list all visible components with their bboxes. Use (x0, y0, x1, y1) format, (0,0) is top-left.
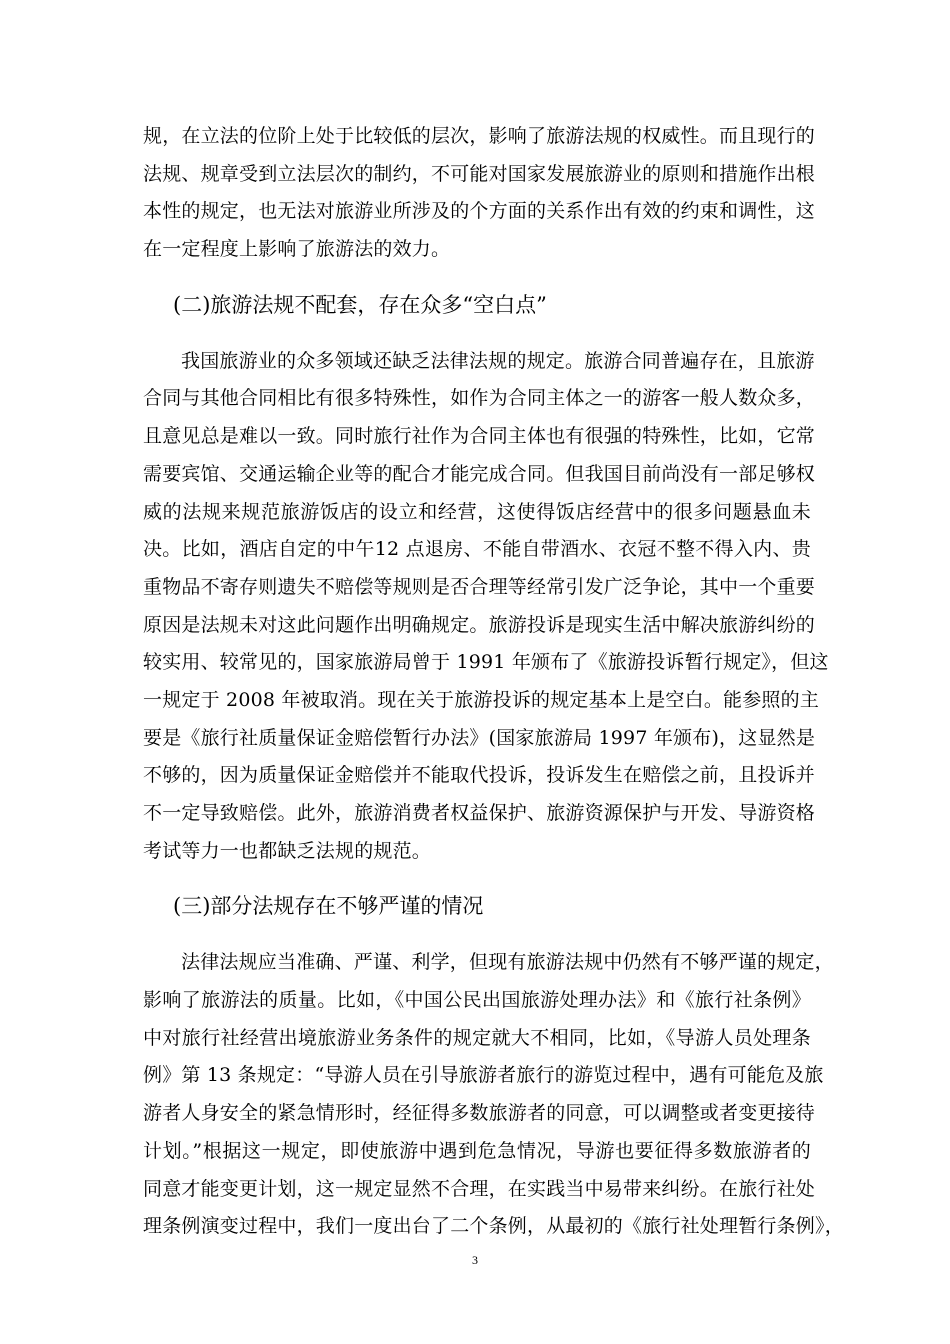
paragraph-line: 要是《旅行社质量保证金赔偿暂行办法》(国家旅游局 1997 年颁布)，这显然是 (143, 726, 816, 749)
paragraph-line: 同意才能变更计划，这一规定显然不合理，在实践当中易带来纠纷。在旅行社处 (143, 1177, 816, 1200)
paragraph-line: 法律法规应当准确、严谨、利学，但现有旅游法规中仍然有不够严谨的规定， (181, 951, 834, 974)
paragraph-line: 原因是法规未对这此问题作出明确规定。旅游投诉是现实生活中解决旅游纠纷的 (143, 613, 816, 636)
paragraph-line: 考试等力一也都缺乏法规的规范。 (143, 839, 432, 862)
paragraph-3 (143, 944, 844, 1246)
paragraph-line: 威的法规来规范旅游饭店的设立和经营，这使得饭店经营中的很多问题悬血未 (143, 500, 811, 523)
paragraph-line: 法规、规章受到立法层次的制约，不可能对国家发展旅游业的原则和措施作出根 (143, 162, 816, 185)
page-number: 3 (472, 1253, 478, 1267)
paragraph-line: 影响了旅游法的质量。比如，《中国公民出国旅游处理办法》和《旅行社条例》 (143, 989, 811, 1012)
section-heading-2: (二)旅游法规不配套，存在众多“空白点” (173, 292, 547, 317)
document-body (143, 118, 844, 1246)
paragraph-line: 游者人身安全的紧急情形时，经征得多数旅游者的同意，可以调整或者变更接待 (143, 1102, 816, 1125)
paragraph-line: 不够的，因为质量保证金赔偿并不能取代投诉，投诉发生在赔偿之前，且投诉并 (143, 764, 816, 787)
paragraph-line: 规，在立法的位阶上处于比较低的层次，影响了旅游法规的权威性。而且现行的 (143, 125, 816, 147)
paragraph-line: 不一定导致赔偿。此外，旅游消费者权益保护、旅游资源保护与开发、导游资格 (143, 802, 816, 824)
paragraph-line: 重物品不寄存则遗失不赔偿等规则是否合理等经常引发广泛争论，其中一个重要 (143, 575, 816, 598)
paragraph-2 (143, 343, 829, 871)
paragraph-1 (143, 118, 816, 269)
paragraph-line: 且意见总是难以一致。同时旅行社作为合同主体也有很强的特殊性，比如，它常 (143, 425, 816, 448)
paragraph-line: 例》第 13 条规定：“导游人员在引导旅游者旅行的游览过程中，遇有可能危及旅 (143, 1064, 824, 1087)
paragraph-line: 我国旅游业的众多领域还缺乏法律法规的规定。旅游合同普遍存在，且旅游 (181, 349, 815, 372)
paragraph-line: 需要宾馆、交通运输企业等的配合才能完成合同。但我国目前尚没有一部足够权 (143, 462, 816, 485)
paragraph-line: 计划。”根据这一规定，即使旅游中遇到危急情况，导游也要征得多数旅游者的 (143, 1139, 811, 1162)
paragraph-line: 较实用、较常见的，国家旅游局曾于 1991 年颁布了《旅游投诉暂行规定》，但这 (143, 651, 829, 674)
paragraph-line: 决。比如，酒店自定的中午12 点退房、不能自带酒水、衣冠不整不得入内、贵 (143, 538, 811, 561)
section-heading-3: (三)部分法规存在不够严谨的情况 (173, 894, 484, 919)
paragraph-line: 合同与其他合同相比有很多特殊性，如作为合同主体之一的游客一般人数众多， (143, 387, 816, 410)
paragraph-line: 一规定于 2008 年被取消。现在关于旅游投诉的规定基本上是空白。能参照的主 (143, 688, 820, 711)
paragraph-line: 理条例演变过程中，我们一度出台了二个条例，从最初的《旅行社处理暂行条例》， (143, 1215, 844, 1238)
paragraph-line: 中对旅行社经营出境旅游业务条件的规定就大不相同，比如，《导游人员处理条 (143, 1026, 811, 1049)
paragraph-line: 在一定程度上影响了旅游法的效力。 (143, 238, 451, 261)
paragraph-line: 本性的规定，也无法对旅游业所涉及的个方面的关系作出有效的约束和调性，这 (143, 200, 816, 223)
